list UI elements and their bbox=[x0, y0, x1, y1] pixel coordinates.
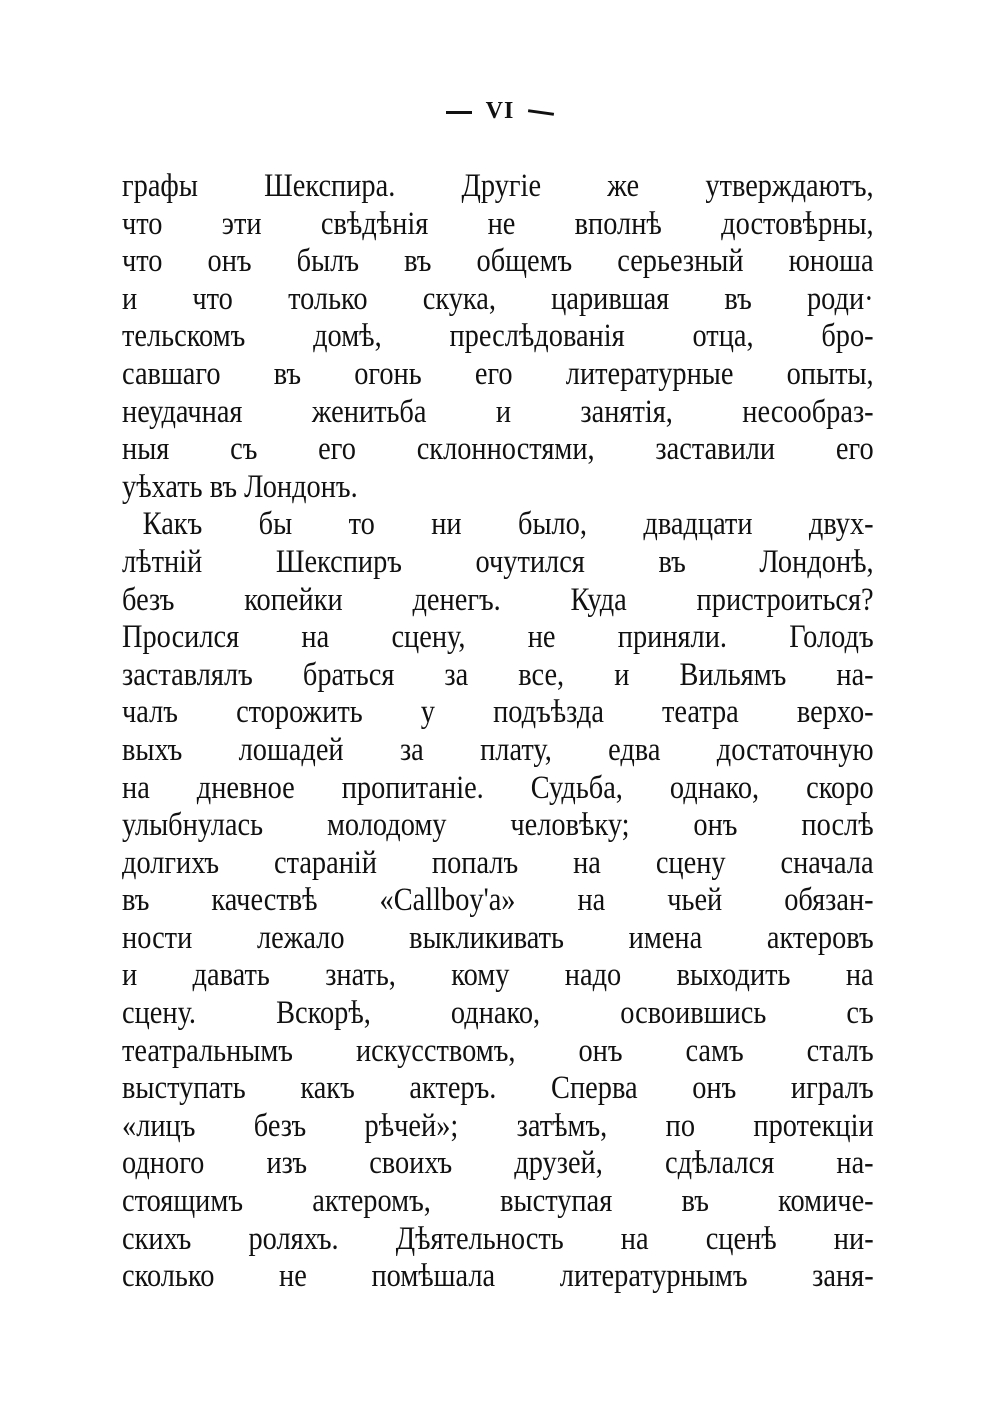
text-line: ности лежало выкликивать имена актеровъ bbox=[122, 919, 874, 956]
text-line: «лицъ безъ рѣчей»; затѣмъ, по протекціи bbox=[122, 1107, 874, 1144]
text-line: на дневное пропитаніе. Судьба, однако, скоро bbox=[122, 769, 874, 806]
text-line: скихъ роляхъ. Дѣятельность на сценѣ ни- bbox=[122, 1220, 874, 1257]
body-text bbox=[122, 168, 874, 1296]
text-line: савшаго въ огонь его литературные опыты, bbox=[122, 355, 874, 392]
text-line: и что только скука, царившая въ роди· bbox=[122, 280, 874, 317]
text-line: что онъ былъ въ общемъ серьезный юноша bbox=[122, 243, 874, 280]
text-line: что эти свѣдѣнія не вполнѣ достовѣрны, bbox=[122, 205, 874, 242]
text-line: графы Шекспира. Другіе же утверждаютъ, bbox=[122, 168, 874, 204]
text-line: выступать какъ актеръ. Сперва онъ игралъ bbox=[122, 1070, 874, 1107]
text-line-paragraph-end: уѣхать въ Лондонъ. bbox=[122, 468, 358, 505]
text-line: выхъ лошадей за плату, едва достаточную bbox=[122, 731, 874, 768]
text-line: тельскомъ домѣ, преслѣдованія отца, бро- bbox=[122, 318, 874, 355]
text-line: заставлялъ браться за все, и Вильямъ на- bbox=[122, 656, 874, 693]
text-line: лѣтній Шекспиръ очутился въ Лондонѣ, bbox=[122, 543, 874, 580]
text-line: долгихъ стараній попалъ на сцену сначала bbox=[122, 844, 874, 881]
text-line: сцену. Вскорѣ, однако, освоившись съ bbox=[122, 995, 874, 1032]
text-line: неудачная женитьба и занятія, несообраз- bbox=[122, 393, 874, 430]
right-dash bbox=[528, 109, 554, 116]
text-line-paragraph-start: Какъ бы то ни было, двадцати двух- bbox=[142, 506, 874, 543]
text-line: улыбнулась молодому человѣку; онъ послѣ bbox=[122, 807, 874, 844]
text-line: стоящимъ актеромъ, выступая въ комиче- bbox=[122, 1183, 874, 1220]
text-line: сколько не помѣшала литературнымъ заня- bbox=[122, 1258, 874, 1295]
text-line: ныя съ его склонностями, заставили его bbox=[122, 431, 874, 468]
text-line: одного изъ своихъ друзей, сдѣлался на- bbox=[122, 1145, 874, 1182]
page-number: VI bbox=[485, 98, 515, 124]
page-number-header bbox=[0, 96, 1000, 126]
text-line: чалъ сторожить у подъѣзда театра верхо- bbox=[122, 694, 874, 731]
text-line: безъ копейки денегъ. Куда пристроиться? bbox=[122, 581, 874, 618]
text-line: театральнымъ искусствомъ, онъ самъ сталъ bbox=[122, 1032, 874, 1069]
text-line: Просился на сцену, не приняли. Голодъ bbox=[122, 619, 874, 656]
text-line: въ качествѣ «Callboy'a» на чьей обязан- bbox=[122, 882, 874, 919]
left-dash bbox=[446, 111, 472, 114]
text-line: и давать знать, кому надо выходить на bbox=[122, 957, 874, 994]
